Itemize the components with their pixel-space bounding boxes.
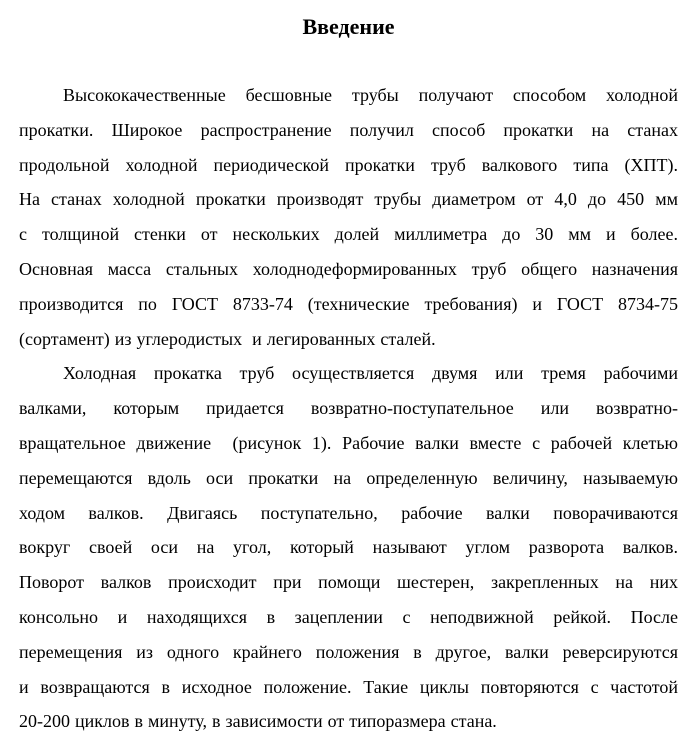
- text-line: Основная масса стальных холоднодеформированных труб общего назначения: [19, 258, 678, 279]
- text-line: с толщиной стенки от нескольких долей миллиметра до 30 мм и более.: [19, 224, 678, 245]
- text-line: производится по ГОСТ 8733-74 (технические требования) и ГОСТ 8734-75: [19, 293, 678, 314]
- text-line: Холодная прокатка труб осуществляется двумя или тремя рабочими: [63, 363, 678, 384]
- text-line: ходом валков. Двигаясь поступательно, рабочие валки поворачиваются: [19, 502, 678, 523]
- text-line: Поворот валков происходит при помощи шестерен, закрепленных на них: [19, 572, 678, 593]
- page-title: Введение: [302, 14, 395, 39]
- text-line: и возвращаются в исходное положение. Такие циклы повторяются с частотой: [19, 676, 678, 697]
- text-line: продольной холодной периодической прокатки труб валкового типа (ХПТ).: [19, 154, 678, 175]
- text-line: Высококачественные бесшовные трубы получают способом холодной: [63, 85, 678, 105]
- text-line: валками, которым придается возвратно-поступательное или возвратно-: [19, 398, 678, 419]
- text-line: перемещаются вдоль оси прокатки на определенную величину, называемую: [19, 467, 678, 488]
- text-line: прокатки. Широкое распространение получил способ прокатки на станах: [19, 119, 678, 140]
- text-line: вокруг своей оси на угол, который называют углом разворота валков.: [19, 537, 678, 558]
- text-line: (сортамент) из углеродистых и легированных сталей.: [19, 328, 436, 349]
- text-line: перемещения из одного крайнего положения в другое, валки реверсируются: [19, 641, 678, 662]
- text-line: На станах холодной прокатки производят трубы диаметром от 4,0 до 450 мм: [19, 189, 678, 210]
- text-line: вращательное движение (рисунок 1). Рабочие валки вместе с рабочей клетью: [19, 432, 678, 453]
- text-line: консольно и находящихся в зацеплении с неподвижной рейкой. После: [19, 606, 678, 627]
- text-line: 20-200 циклов в минуту, в зависимости от типоразмера стана.: [19, 711, 497, 732]
- document-body: [19, 78, 678, 739]
